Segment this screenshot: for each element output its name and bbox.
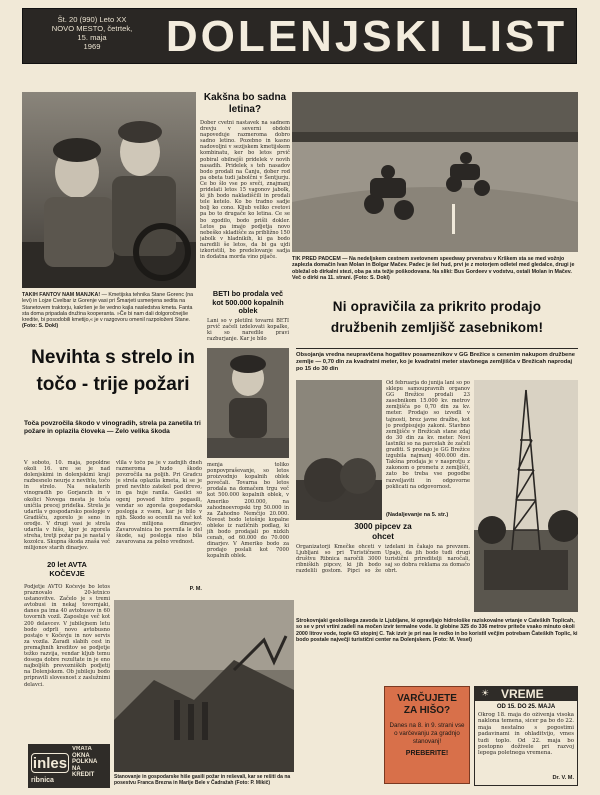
title-line-2: KOČEVJE (49, 569, 85, 578)
ad-line: VRATA (72, 746, 92, 752)
photo-beti-swimsuit (207, 348, 289, 458)
ad-inles-ribnica: ribnica (31, 777, 54, 784)
article-nevihta-subtitle: Toča povzročila škodo v vinogradih, strela pa zanetila tri požare in oplazila človeka — Zelo velika škoda (24, 420, 201, 436)
title-line-1: 20 let AVTA (47, 560, 87, 569)
ad-varcujete (384, 686, 470, 784)
masthead (22, 8, 577, 64)
article-beti-body: Lani so v pletilni tovarni BETI prvič začeli izdelovati kopalke, ki so naredile pravi razburjanje. Kar je bilo (207, 317, 289, 343)
ad-inles-logo: inles (32, 755, 68, 772)
ad-inles-lines (72, 746, 108, 786)
caption-title: TIK PRED PADCEM (292, 256, 341, 262)
ad-varcujete-line1: VARČUJETE (397, 693, 457, 704)
article-sadna-letina (200, 92, 290, 292)
weather-heading: OD 15. DO 25. MAJA (496, 704, 556, 710)
article-beti-title: BETI bo prodala več kot 500.000 kopalnih oblek (212, 290, 284, 316)
caption-title: Strokovnjaki (296, 618, 328, 624)
article-avta-body: Podjetje AVTO Kočevje bo letos praznovalo 20-letnico ustanovitve. Začelo je s tremi avtobusi in nekaj tovornjaki, danes pa ima 40 avtobusov in 60 tovornih vozil. Zaposluje več kot 200 delavcev. V jubilejnem letu bodo odprli novo avtobusno postajo v Kočevju in nov servis za vozila. Zaradi slabih cest in premajhnih kreditov se podjetje težko razvija, vendar kljub temu dosega dobre rezultate in je eno najboljših prevozniških podjetij na Dolenjskem. Ob jubileju bodo pripravili slovesnost z zaslužnimi delavci. (24, 584, 110, 688)
tower-photo-graphic (474, 380, 578, 612)
ad-line: NA (72, 765, 81, 772)
weather-sun-icon: ☀ (481, 689, 490, 699)
article-pipcev (296, 522, 470, 616)
ad-line: KREDIT (72, 772, 95, 779)
fire-photo-graphic (114, 600, 294, 772)
title-line-2: družbenih zemljišč zasebnikom! (330, 320, 544, 335)
ad-varcujete-line2: ZA HIŠO? (403, 705, 451, 716)
article-zemljisca-title (296, 296, 578, 342)
article-beti (207, 290, 289, 346)
divider (296, 348, 578, 349)
caption-credit: (Foto: S. Dokl) (353, 274, 390, 281)
ad-varcujete-cta: PREBERITE! (405, 750, 449, 757)
ad-line: OKNA (72, 752, 90, 759)
photo-farmers-caption (22, 292, 200, 332)
issue-day: 15. maja (77, 33, 107, 42)
article-sadna-title: Kakšna bo sadna letina? (203, 92, 287, 115)
caption-credit: (Foto: P. Mikič) (234, 780, 271, 786)
photo-speedway (292, 92, 578, 252)
title-line-1: 3000 pipcev za (354, 522, 412, 531)
caption-body: Stanovanje in gospodarske hiše gasili požar in reševali, kar se rešiti da na posestvu Franca Brezna in Marije Bele v Čadražah (114, 774, 291, 786)
article-nevihta-col1: V soboto, 10. maja, popoldne okoli 16. ure se je nad dolenjskimi in dolenjskimi kraji razbesnelo neurje z nevihto, točo in strelo. Na nekaterih vinogradih po Gorjancih in v okolici Novega mesta je toča uničila precej pridelka. Strela je udarila v gospodarsko poslopje v Gradišču, zgorelo je seno in orodje. V drugi vasi je strela udarila v hišo, kjer je zgorela streha, tretji požar pa je nastal v kozolcu. Skupna škoda znaša več milijonov starih dinarjev. (24, 460, 110, 552)
weather-credit: Dr. V. M. (552, 775, 574, 781)
weather-box (474, 686, 578, 786)
article-nevihta-col2: vlila v točo pa je v zadnjih dneh razmeroma hudo škodo povzročila na poljih. Pri Gradcu je strela oplazila kmeta, ki se je pred nevihto zatekel pod drevo, in ga huje ranila. Gasilci so ogenj povsod hitro pogasili, vendar so zgorela gospodarska poslopja z vsem, kar je bilo v njih. Škodo so ocenili na več kot dva milijona dinarjev. Zavarovalnica bo povrnila le del škode, saj poslopja niso bila zavarovana za polno vrednost. (116, 460, 202, 546)
title-line-1: Nevihta s strelo in (31, 347, 195, 368)
caption-body: — Na nedeljskem cestnem svetovnem speedway prvenstvu v Krškem sta se med vožnjo zaplezla domačin Ivan Molan in Bolgar Mačev. Padec je šel hud, prvi je z motorjem odletel med gledalce, drugi je obležal ob dirkalni stezi, oba pa sta težje poškodovana. Na sliki: Bus Gordeev v vodstvu, ostali Molan in Mačev. Več o dirki na 11. strani. (292, 256, 575, 281)
title-line-2: točo - trije požari (36, 374, 190, 395)
photo-drill-small (296, 380, 382, 520)
article-pipcev-title (296, 522, 470, 542)
weather-body: Okrog 18. maja do oživenja visoka naklona temena, sicer pa bo do 22. maja nestalno s pogostimi padavinami in ohladitvijo, vmes tudi toplo. Od 22. maja bo postopno doživele pri razvoj lepega poletnega vremena. (478, 712, 574, 757)
article-beti-body2: menja toliko ponpovpraševanje, so letos proizvodnjo kopalnih oblek povečali. Tovarna bo letos prodala na domačem trgu več kot 500.000 kopalnih oblek, v Ameriko 200.000, na zahodnoevropski trg 50.000 in za Zahodno Nemčijo 20.000. Novost bodo letošnje kopalne obleke iz različnih podlag, ki jih bodo prodajali po nizkih cenah, od 60.000 do 70.000 dinarjev. V Ameriko bodo za prodajo poslali kot 7000 kopalnih oblek. (207, 462, 289, 560)
ad-varcujete-body: Danes na 8. in 9. strani vse o varčevanju za gradnjo stanovanj! (389, 722, 465, 745)
caption-body: geološkega zavoda iz Ljubljane, ki opravljajo hidrološke raziskovalne vrtanje v Čateških Toplicah, so se v prvi vrtini zadeli na močen izvir termalne vode. Iz globine 325 do 336 metrov priteče vsako minuto okoli 2000 litrov vode, tople 63 stopinj C. Tak izvir je pri nas le redko in bo koristil večjim potrebam Čateških Toplic, ki bodo postale največji turistični center na Dolenjskem. (296, 618, 578, 643)
article-zemljisca-body: Od februarja do junija lani so po sklepu samoupravnih organov GG Brežice prodali 23 zasebnikom 15.000 kv. metrov zemljišča po 0,70 din za kv. meter. Prodajo so izvedli v tajnosti, brez javne dražbe, kot jo predpisujejo zakoni. Stavbno zemljišče v Brežicah stane zdaj do 30 din za kv. meter. Novi lastniki so na parcelah že začeli graditi. S prodajo je GG Brežice izgubila najmanj 400.000 din. Takšna prodaja je v nasprotju z zakonom o prometu z zemljišči, zato bo treba vse pogodbe razveljaviti in odgovorne poklicati na odgovornost. (386, 380, 470, 490)
caption-title: TAKIH FANTOV NAM MANJKA! (22, 292, 101, 298)
caption-credit: (Foto: S. Dokl) (22, 323, 59, 330)
photo-drilling-tower (474, 380, 578, 612)
issue-number: Št. 20 (990) Leto XX (57, 15, 127, 24)
ad-line: POLKNA (72, 759, 98, 766)
photo-tower-caption (296, 618, 578, 674)
photo-farmers (22, 92, 196, 288)
photo-fire (114, 600, 294, 772)
weather-label: VREME (501, 687, 544, 701)
article-pipcev-body: Organizatorji Kmečke ohceti v Ljubljani so pri Turističnem društvu Ribnica naročili 3000 ribniških pipcev, ki jih bodo razdelili gostom. Pipci so že izdelani in čakajo na prevzem. Upajo, da jih bodo tudi drugi turistični prireditelji naročali, saj so dobra reklama za domačo obrt. (296, 544, 470, 575)
speedway-photo-graphic (292, 92, 578, 252)
article-sadna-body: Dober cvetni nastavek na sadnem drevju v severni obdobi napoveduje razmeroma dobro sadno letino. Pozebno in kasno nadovoljni v sezijskem kmetijskem kombinatu, ker bo letos prvič pobiral obilnejši pridelek v novih nasadih. Pridelek s teh nasadov bodo prodali na Čanju, dober rod pa obeta tudi jabolčni v Šentjurju. Ce bo šlo vse po sreči, znajmanj pridelati letos 15 vagonov jabolk, ki jih bodo nakladiščili in prodali tele ketelo. Ko bo tradno sadje bolj ko cono. Kljub veliko cvetovi pa bo to drugače ko letina. Ce se bo zgodilo, bodo prišli dokler. Letos pa imajo podjetja novo nebeško skladišče za približno 150 jabolk v hladnikih, ki ga bodo naredili še letos, da bi ga ujdi izkoristili, bo predelovanje sadja in dodatna morda vino pijače. (200, 120, 290, 261)
article-nevihta-credit: P. M. (189, 586, 202, 592)
article-nevihta-title (24, 344, 202, 404)
ad-inles (28, 744, 110, 788)
article-zemljisca-lead: Obsojanja vredna neupravičena hogatitev posameznikov v GG Brežice s cenenim nakupom družbene zemlje — 0,70 din za kvadratni meter, ko je kvadratni meter stavbnega zemljišča v Brežicah naprodaj po 15 do 30 din (296, 352, 575, 372)
photo-fire-caption (114, 774, 294, 792)
issue-place-date: NOVO MESTO, četrtek, (51, 24, 133, 33)
article-avta-title (24, 560, 110, 582)
farmers-photo-graphic (22, 92, 196, 288)
title-line-2: ohcet (372, 532, 394, 541)
caption-credit: (Foto: M. Vesel) (432, 636, 473, 643)
photo-speedway-caption (292, 256, 578, 292)
caption-body: — Kmetijska tehnika Stane Gorenc (na levi) in Lojze Cvelbar iz Gorenje vasi pri Šmarjeti usmerjena sedita na Stanetovem traktorju, kakršen je še vedno kajla nasledstva kmeta. Fanta sta doma pripadala družina kooperanta. »Če bi nam dali dolgoročnejše kredite, bi posodobili kmetijo,« je v razgovoru omenil razpoloženi Stane. (22, 292, 194, 324)
issue-info (29, 15, 155, 59)
drill-small-graphic (296, 380, 382, 520)
title-line-1: Ni opravičila za prikrito prodajo (332, 299, 542, 314)
article-zemljisca-continued: (Nadaljevanje na 5. str.) (386, 512, 449, 518)
beti-photo-graphic (207, 348, 289, 458)
newspaper-title: DOLENJSKI LIST (165, 13, 568, 61)
weather-label-bar (475, 687, 577, 701)
issue-year: 1969 (83, 42, 101, 51)
